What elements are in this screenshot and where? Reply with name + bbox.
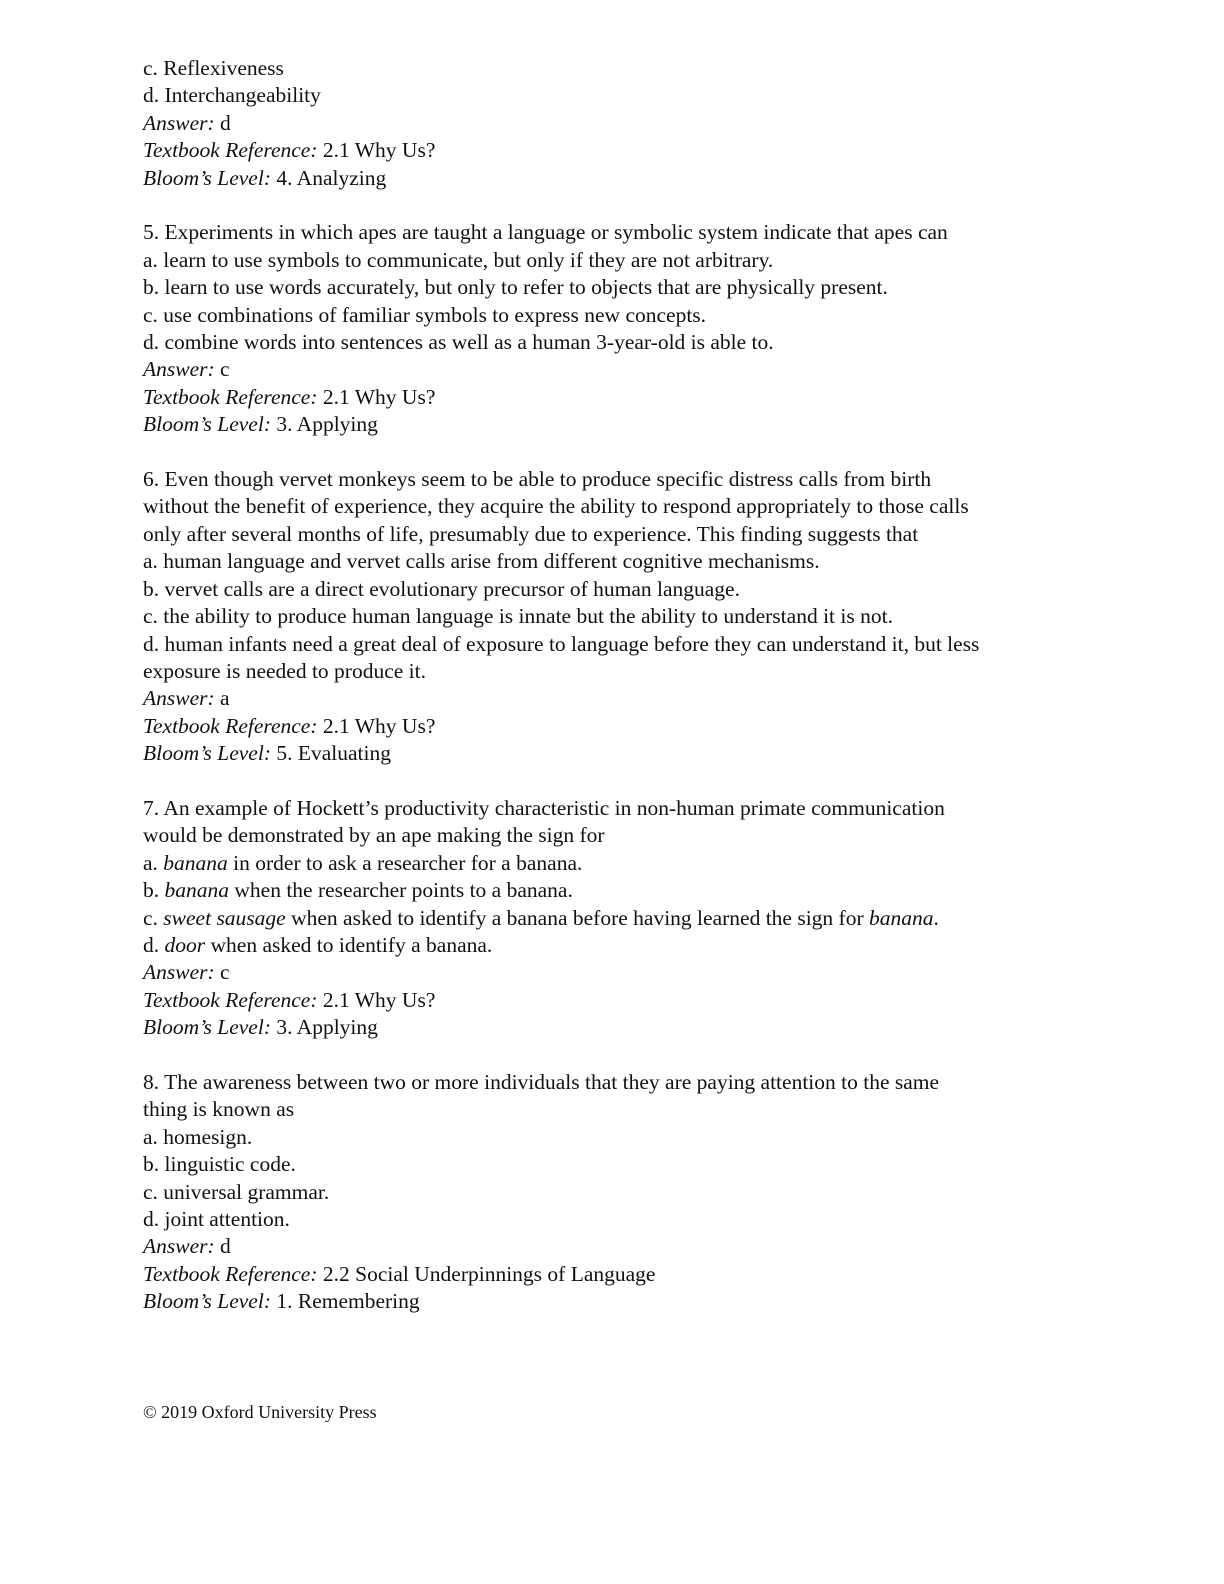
q7-reference xyxy=(143,987,1103,1014)
q8-level xyxy=(143,1288,1103,1315)
q7-option-b xyxy=(143,877,1103,904)
q7-option-d xyxy=(143,932,1103,959)
level-label: Bloom’s Level: xyxy=(143,1015,271,1040)
option-prefix: c. xyxy=(143,905,164,930)
q6-option-c: c. the ability to produce human language is innate but the ability to understand it is not. xyxy=(143,604,893,629)
q8-option-d: d. joint attention. xyxy=(143,1207,290,1231)
q8-stem-line-1: 8. The awareness between two or more individuals that they are paying attention to the same xyxy=(143,1069,940,1094)
option-prefix: d. xyxy=(143,932,165,957)
reference-label: Textbook Reference: xyxy=(143,384,318,409)
reference-value: 2.1 Why Us? xyxy=(317,987,436,1012)
level-value: 1. Remembering xyxy=(270,1289,420,1314)
q4-option-d: d. Interchangeability xyxy=(143,83,321,108)
q7-stem-line-2: would be demonstrated by an ape making the sign for xyxy=(143,823,605,848)
q8-option-c: c. universal grammar. xyxy=(143,1179,330,1204)
reference-label: Textbook Reference: xyxy=(143,713,318,738)
q5-reference xyxy=(143,384,1103,411)
answer-label: Answer: xyxy=(143,110,215,135)
q5-level xyxy=(143,411,1103,438)
sign-term: sweet sausage xyxy=(163,905,286,930)
answer-label: Answer: xyxy=(143,357,215,382)
answer-value: a xyxy=(214,686,230,711)
q4-answer xyxy=(143,110,1103,137)
q7-level xyxy=(143,1014,1103,1041)
level-label: Bloom’s Level: xyxy=(143,741,271,766)
sign-term: banana xyxy=(869,905,934,930)
answer-label: Answer: xyxy=(143,1234,215,1259)
q5-answer xyxy=(143,356,1103,383)
q5-stem: 5. Experiments in which apes are taught a language or symbolic system indicate that apes can xyxy=(143,220,948,245)
reference-value: 2.1 Why Us? xyxy=(317,138,436,163)
option-prefix: b. xyxy=(143,878,165,903)
level-value: 3. Applying xyxy=(270,1015,378,1040)
q6-stem-line-1: 6. Even though vervet monkeys seem to be able to produce specific distress calls from birth xyxy=(143,467,932,492)
reference-label: Textbook Reference: xyxy=(143,1261,318,1286)
q7-stem-line-1: 7. An example of Hockett’s productivity characteristic in non-human primate communication xyxy=(143,795,945,820)
document-body xyxy=(143,55,1103,1316)
q6-stem-line-2: without the benefit of experience, they acquire the ability to respond appropriately to those calls xyxy=(143,494,969,519)
q5-option-b: b. learn to use words accurately, but only to refer to objects that are physically present. xyxy=(143,275,888,300)
option-text: in order to ask a researcher for a banana. xyxy=(227,850,583,875)
option-prefix: a. xyxy=(143,850,164,875)
sign-term: banana xyxy=(164,878,229,903)
answer-value: d xyxy=(214,1234,231,1259)
q6-stem-line-3: only after several months of life, presumably due to experience. This finding suggests that xyxy=(143,521,919,546)
q8-option-b: b. linguistic code. xyxy=(143,1152,296,1177)
option-text: when asked to identify a banana. xyxy=(205,932,493,957)
q6-option-a: a. human language and vervet calls arise from different cognitive mechanisms. xyxy=(143,549,820,574)
q5-option-a: a. learn to use symbols to communicate, but only if they are not arbitrary. xyxy=(143,247,774,272)
level-value: 3. Applying xyxy=(270,412,378,437)
q6-level xyxy=(143,740,1103,767)
q4-option-c: c. Reflexiveness xyxy=(143,56,284,80)
reference-label: Textbook Reference: xyxy=(143,138,318,163)
q8-answer xyxy=(143,1233,1103,1260)
reference-value: 2.2 Social Underpinnings of Language xyxy=(317,1261,656,1286)
reference-value: 2.1 Why Us? xyxy=(317,713,436,738)
q7-answer xyxy=(143,959,1103,986)
reference-label: Textbook Reference: xyxy=(143,987,318,1012)
q8-option-a: a. homesign. xyxy=(143,1124,253,1149)
q6-option-b: b. vervet calls are a direct evolutionary precursor of human language. xyxy=(143,576,740,601)
level-label: Bloom’s Level: xyxy=(143,1289,271,1314)
answer-value: c xyxy=(214,960,230,985)
q6-option-d-line-1: d. human infants need a great deal of exposure to language before they can understand it, but less xyxy=(143,631,980,656)
option-text: when asked to identify a banana before having learned the sign for xyxy=(285,905,869,930)
option-end: . xyxy=(933,905,939,930)
q6-answer xyxy=(143,685,1103,712)
q6-option-d-line-2: exposure is needed to produce it. xyxy=(143,658,426,683)
answer-label: Answer: xyxy=(143,960,215,985)
q5-option-d: d. combine words into sentences as well as a human 3-year-old is able to. xyxy=(143,330,774,355)
q5-option-c: c. use combinations of familiar symbols to express new concepts. xyxy=(143,302,707,327)
level-value: 4. Analyzing xyxy=(270,165,387,190)
answer-value: c xyxy=(214,357,230,382)
answer-value: d xyxy=(214,110,231,135)
q7-option-c xyxy=(143,905,1103,932)
q7-option-a xyxy=(143,850,1103,877)
reference-value: 2.1 Why Us? xyxy=(317,384,436,409)
level-value: 5. Evaluating xyxy=(270,741,391,766)
q8-reference xyxy=(143,1261,1103,1288)
level-label: Bloom’s Level: xyxy=(143,165,271,190)
option-text: when the researcher points to a banana. xyxy=(229,878,573,903)
q4-reference xyxy=(143,137,1103,164)
sign-term: banana xyxy=(163,850,228,875)
q6-reference xyxy=(143,713,1103,740)
q4-level xyxy=(143,165,1103,192)
copyright-footer: © 2019 Oxford University Press xyxy=(143,1402,377,1422)
sign-term: door xyxy=(164,932,206,957)
q8-stem-line-2: thing is known as xyxy=(143,1097,295,1122)
answer-label: Answer: xyxy=(143,686,215,711)
level-label: Bloom’s Level: xyxy=(143,412,271,437)
